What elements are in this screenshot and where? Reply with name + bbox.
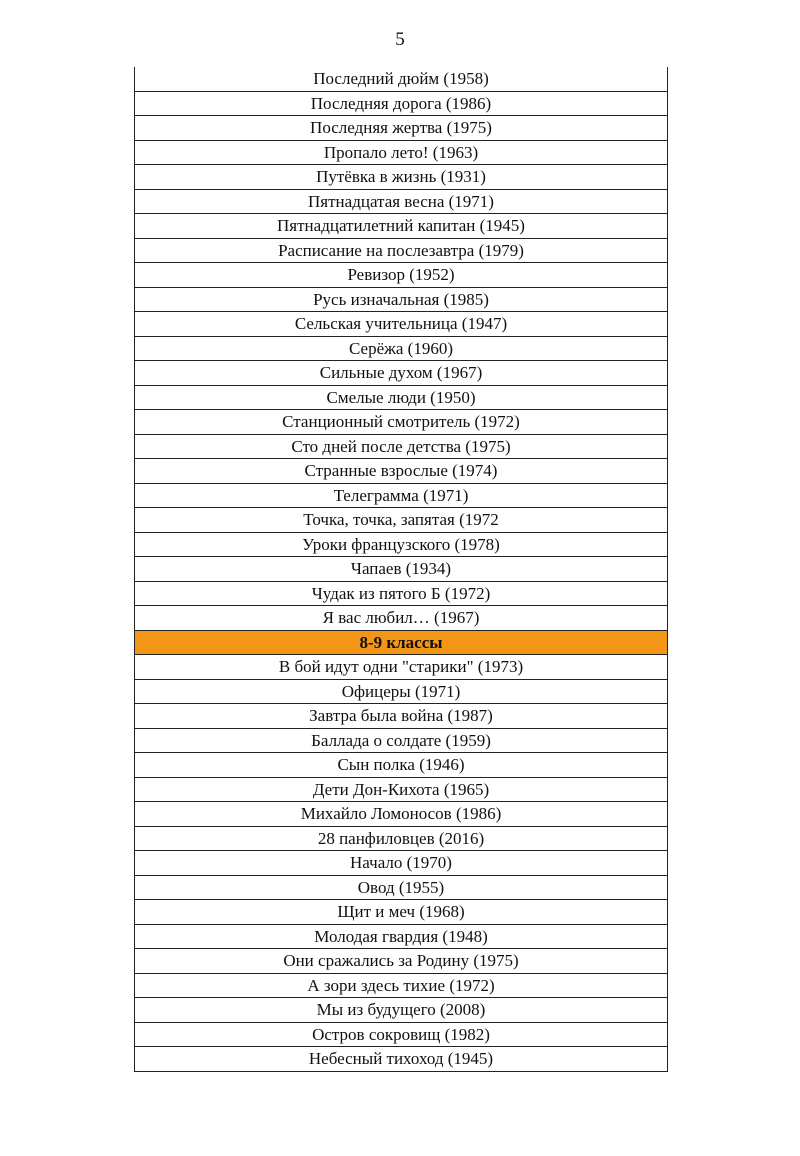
table-row [135, 91, 668, 116]
film-title-cell: Офицеры (1971) [135, 679, 668, 704]
film-title-cell: Сельская учительница (1947) [135, 312, 668, 337]
table-row [135, 263, 668, 288]
film-title-cell: Остров сокровищ (1982) [135, 1022, 668, 1047]
film-title-cell: Странные взрослые (1974) [135, 459, 668, 484]
table-row [135, 1047, 668, 1072]
film-title-cell: Михайло Ломоносов (1986) [135, 802, 668, 827]
table-row [135, 483, 668, 508]
table-row [135, 214, 668, 239]
film-title-cell: Начало (1970) [135, 851, 668, 876]
table-row [135, 116, 668, 141]
film-title-cell: Ревизор (1952) [135, 263, 668, 288]
film-title-cell: Станционный смотритель (1972) [135, 410, 668, 435]
table-row [135, 851, 668, 876]
table-row [135, 508, 668, 533]
film-title-cell: Чапаев (1934) [135, 557, 668, 582]
film-title-cell: Они сражались за Родину (1975) [135, 949, 668, 974]
table-row [135, 385, 668, 410]
film-title-cell: Точка, точка, запятая (1972 [135, 508, 668, 533]
table-row [135, 287, 668, 312]
film-title-cell: Молодая гвардия (1948) [135, 924, 668, 949]
table-row [135, 753, 668, 778]
film-title-cell: Мы из будущего (2008) [135, 998, 668, 1023]
table-row [135, 165, 668, 190]
table-row [135, 728, 668, 753]
table-row [135, 924, 668, 949]
film-title-cell: Пропало лето! (1963) [135, 140, 668, 165]
table-row [135, 361, 668, 386]
table-row [135, 140, 668, 165]
table-row [135, 704, 668, 729]
film-title-cell: Последняя жертва (1975) [135, 116, 668, 141]
film-title-cell: Последняя дорога (1986) [135, 91, 668, 116]
film-title-cell: Сто дней после детства (1975) [135, 434, 668, 459]
film-title-cell: Смелые люди (1950) [135, 385, 668, 410]
film-title-cell: Завтра была война (1987) [135, 704, 668, 729]
film-title-cell: Дети Дон-Кихота (1965) [135, 777, 668, 802]
film-title-cell: Баллада о солдате (1959) [135, 728, 668, 753]
film-title-cell: Овод (1955) [135, 875, 668, 900]
film-title-cell: Телеграмма (1971) [135, 483, 668, 508]
film-title-cell: Серёжа (1960) [135, 336, 668, 361]
table-row [135, 1022, 668, 1047]
film-title-cell: В бой идут одни "старики" (1973) [135, 655, 668, 680]
table-row [135, 826, 668, 851]
table-row [135, 998, 668, 1023]
table-row [135, 238, 668, 263]
table-row [135, 655, 668, 680]
table-row [135, 336, 668, 361]
section-header-title: 8-9 классы [135, 630, 668, 655]
table-row [135, 532, 668, 557]
film-title-cell: Небесный тихоход (1945) [135, 1047, 668, 1072]
table-row [135, 557, 668, 582]
film-title-cell: Щит и меч (1968) [135, 900, 668, 925]
film-title-cell: Чудак из пятого Б (1972) [135, 581, 668, 606]
table-row [135, 434, 668, 459]
table-row [135, 67, 668, 91]
film-title-cell: Русь изначальная (1985) [135, 287, 668, 312]
page-number: 5 [395, 29, 405, 50]
table-row [135, 900, 668, 925]
table-row [135, 777, 668, 802]
table-row [135, 189, 668, 214]
table-row [135, 802, 668, 827]
film-title-cell: Я вас любил… (1967) [135, 606, 668, 631]
table-row [135, 679, 668, 704]
film-title-cell: 28 панфиловцев (2016) [135, 826, 668, 851]
film-list-table [134, 67, 668, 1072]
table-row [135, 606, 668, 631]
film-title-cell: Путёвка в жизнь (1931) [135, 165, 668, 190]
table-row [135, 875, 668, 900]
table-row [135, 973, 668, 998]
table-row [135, 312, 668, 337]
table-row [135, 459, 668, 484]
table-row [135, 581, 668, 606]
section-header-row [135, 630, 668, 655]
table-row [135, 949, 668, 974]
film-title-cell: Сильные духом (1967) [135, 361, 668, 386]
film-title-cell: Пятнадцатая весна (1971) [135, 189, 668, 214]
film-title-cell: Сын полка (1946) [135, 753, 668, 778]
film-title-cell: Пятнадцатилетний капитан (1945) [135, 214, 668, 239]
film-title-cell: А зори здесь тихие (1972) [135, 973, 668, 998]
table-row [135, 410, 668, 435]
film-title-cell: Уроки французского (1978) [135, 532, 668, 557]
film-list-body [135, 67, 668, 1071]
film-title-cell: Последний дюйм (1958) [135, 67, 668, 91]
film-title-cell: Расписание на послезавтра (1979) [135, 238, 668, 263]
